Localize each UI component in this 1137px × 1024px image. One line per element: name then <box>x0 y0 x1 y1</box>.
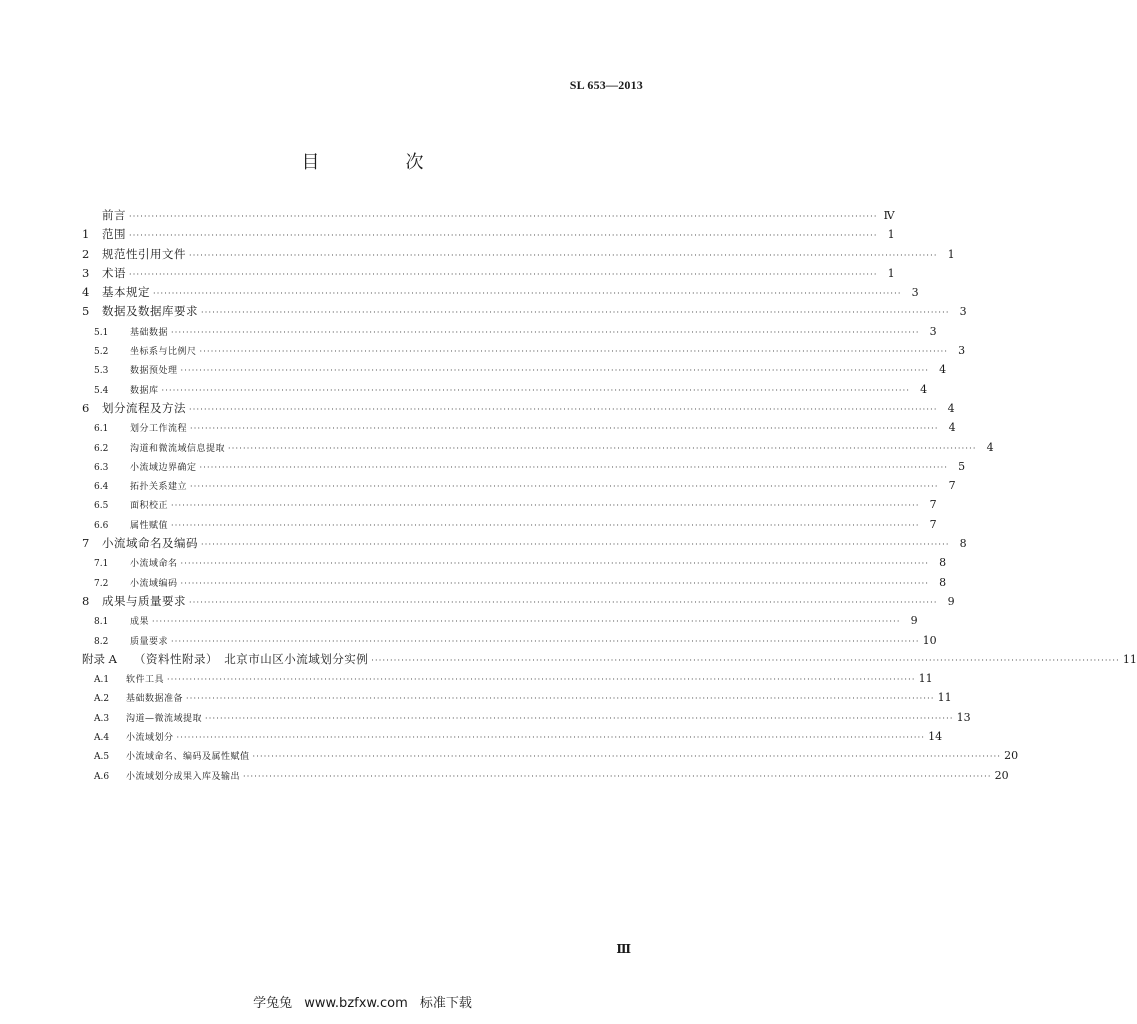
toc-leader-dots: ········································································································································································································ <box>180 578 930 588</box>
toc-entry-page: 1 <box>947 247 955 261</box>
toc-leader-dots: ········································································································································································································ <box>129 269 878 279</box>
page-number: Ⅲ <box>616 942 631 956</box>
toc-entry[interactable] <box>82 495 937 514</box>
toc-entry-page: 7 <box>929 498 937 512</box>
toc-entry-number: 5.4 <box>94 385 109 396</box>
toc-leader-dots: ········································································································································································································ <box>199 347 949 357</box>
toc-entry-number: 5.2 <box>94 347 109 358</box>
toc-entry-label: 基本规定 <box>102 285 150 300</box>
toc-entry-page: 1 <box>887 266 895 280</box>
toc-entry-label: 基础数据 <box>130 327 169 338</box>
toc-entry[interactable] <box>82 264 895 283</box>
toc-leader-dots: ········································································································································································································ <box>171 636 920 646</box>
toc-entry-number: A.1 <box>94 675 110 686</box>
toc-entry[interactable] <box>82 650 1137 669</box>
toc-entry[interactable] <box>82 534 967 553</box>
toc-leader-dots: ········································································································································································································ <box>199 462 949 472</box>
toc-entry-page: 4 <box>939 363 947 377</box>
toc-entry[interactable] <box>82 302 967 321</box>
toc-leader-dots: ········································································································································································································ <box>153 289 902 299</box>
toc-entry-page: 9 <box>947 594 955 608</box>
toc-entry-number: 6 <box>82 400 90 415</box>
toc-leader-dots: ········································································································································································································ <box>171 520 920 530</box>
toc-entry-number: A.4 <box>94 733 110 744</box>
toc-entry-label: （资料性附录） 北京市山区小流域划分实例 <box>134 651 369 666</box>
toc-entry-number: 6.3 <box>94 462 109 473</box>
toc-entry[interactable] <box>82 766 1009 785</box>
toc-entry-page: 13 <box>956 710 971 724</box>
toc-entry-number: 7.1 <box>94 559 109 570</box>
toc-entry-label: 质量要求 <box>130 636 169 647</box>
toc-entry-page: 20 <box>994 768 1009 782</box>
toc-entry-label: 成果与质量要求 <box>102 593 186 608</box>
toc-entry-label: 软件工具 <box>126 675 165 686</box>
toc-leader-dots: ········································································································································································································ <box>190 482 939 492</box>
toc-entry-label: 沟道和微流域信息提取 <box>130 443 226 454</box>
toc-entry-page: 8 <box>939 575 947 589</box>
toc-entry-number: 5 <box>82 304 90 319</box>
toc-entry-label: 沟道—微流域提取 <box>126 713 203 724</box>
toc-entry-page: 3 <box>958 344 966 358</box>
toc-entry-page: 4 <box>986 440 994 454</box>
toc-entry-number: A.6 <box>94 771 110 782</box>
toc-leader-dots: ········································································································································································································ <box>180 366 930 376</box>
page-title: 目 次 <box>301 152 458 173</box>
toc-entry[interactable] <box>82 708 971 727</box>
toc-leader-dots: ········································································································································································································ <box>205 713 954 723</box>
toc-entry[interactable] <box>82 341 966 360</box>
toc-entry-label: 拓扑关系建立 <box>130 482 188 493</box>
toc-leader-dots: ········································································································································································································ <box>171 327 920 337</box>
toc-entry-label: 成果 <box>130 617 150 628</box>
toc-entry-number: 3 <box>82 265 90 280</box>
toc-entry-number: 2 <box>82 246 90 261</box>
toc-leader-dots: ········································································································································································································ <box>243 771 992 781</box>
toc-entry-page: 4 <box>920 382 928 396</box>
toc-leader-dots: ········································································································································································································ <box>186 694 935 704</box>
toc-entry[interactable] <box>82 553 947 572</box>
toc-entry[interactable] <box>82 418 956 437</box>
toc-entry-label: 小流域边界确定 <box>130 462 197 473</box>
toc-entry-number: A.5 <box>94 752 110 763</box>
toc-leader-dots: ········································································································································································································ <box>371 655 1120 665</box>
toc-entry-label: 规范性引用文件 <box>102 246 186 261</box>
toc-entry-page: 11 <box>1122 652 1137 666</box>
toc-entry-label: 划分流程及方法 <box>102 400 186 415</box>
toc-entry-number: 6.5 <box>94 501 109 512</box>
toc-entry-number: 5.1 <box>94 327 109 338</box>
toc-entry-number: 7 <box>82 536 90 551</box>
toc-entry-label: 小流域命名 <box>130 559 178 570</box>
toc-entry[interactable] <box>82 399 955 418</box>
toc-entry-page: 8 <box>939 556 947 570</box>
toc-leader-dots: ········································································································································································································ <box>228 443 977 453</box>
toc-entry-page: 14 <box>928 730 943 744</box>
toc-entry-page: 4 <box>947 401 955 415</box>
toc-entry-page: 3 <box>929 324 937 338</box>
toc-entry-label: 坐标系与比例尺 <box>130 347 197 358</box>
toc-entry[interactable] <box>82 592 955 611</box>
toc-entry-label: 小流域命名、编码及属性赋值 <box>126 752 250 763</box>
toc-entry-number: 5.3 <box>94 366 109 377</box>
toc-entry-label: 前言 <box>102 208 126 222</box>
toc-entry-number: 8.2 <box>94 636 109 647</box>
toc-entry[interactable] <box>82 727 943 746</box>
toc-entry-label: 数据及数据库要求 <box>102 304 198 319</box>
toc-entry[interactable] <box>82 225 895 244</box>
toc-entry[interactable] <box>82 283 919 302</box>
toc-entry[interactable] <box>82 746 1019 765</box>
toc-entry-page: 20 <box>1004 749 1019 763</box>
toc-entry-page: 5 <box>958 459 966 473</box>
standard-code: SL 653—2013 <box>569 78 643 92</box>
toc-entry-number: 7.2 <box>94 578 109 589</box>
toc-entry-number: 4 <box>82 285 90 300</box>
toc-entry-number: A.3 <box>94 713 110 724</box>
toc-entry-page: 9 <box>910 614 918 628</box>
footer-watermark-text: 学兔兔 www.bzfxw.com 标准下载 <box>253 996 472 1011</box>
toc-entry-page: 4 <box>948 421 956 435</box>
toc-entry-page: 1 <box>887 228 895 242</box>
toc-leader-dots: ········································································································································································································ <box>189 250 938 260</box>
toc-entry-label: 数据预处理 <box>130 366 178 377</box>
toc-entry-page: Ⅳ <box>883 209 895 222</box>
toc-entry-page: 10 <box>922 633 937 647</box>
toc-entry-label: 小流域划分 <box>126 733 174 744</box>
toc-entry[interactable] <box>82 611 918 630</box>
toc-entry-label: 划分工作流程 <box>130 424 188 435</box>
toc-entry-page: 11 <box>918 672 933 686</box>
toc-leader-dots: ········································································································································································································ <box>171 501 920 511</box>
toc-entry-label: 范围 <box>102 227 126 242</box>
toc-entry[interactable] <box>82 457 966 476</box>
toc-leader-dots: ········································································································································································································ <box>189 404 938 414</box>
toc-entry[interactable] <box>82 573 947 592</box>
toc-entry-number: 8 <box>82 593 90 608</box>
toc-entry-number: A.2 <box>94 694 110 705</box>
toc-entry-label: 基础数据准备 <box>126 694 184 705</box>
toc-entry-page: 7 <box>948 479 956 493</box>
toc-leader-dots: ········································································································································································································ <box>129 212 878 221</box>
toc-entry[interactable] <box>82 631 937 650</box>
toc-leader-dots: ········································································································································································································ <box>252 752 1002 762</box>
toc-entry-number: 6.2 <box>94 443 109 454</box>
toc-entry[interactable] <box>82 322 937 341</box>
toc-entry-label: 属性赋值 <box>130 520 169 531</box>
toc-entry[interactable] <box>82 245 955 264</box>
toc-entry-page: 3 <box>911 286 919 300</box>
toc-entry-number: 1 <box>82 227 90 242</box>
toc-entry[interactable] <box>82 206 895 225</box>
toc-entry-number: 6.4 <box>94 482 109 493</box>
toc-entry-page: 3 <box>959 305 967 319</box>
toc-leader-dots: ········································································································································································································ <box>201 308 950 318</box>
toc-entry[interactable] <box>82 515 937 534</box>
toc-entry-label: 面积校正 <box>130 501 169 512</box>
toc-entry-number: 6.6 <box>94 520 109 531</box>
toc-entry-label: 术语 <box>102 265 126 280</box>
toc-entry[interactable] <box>82 476 956 495</box>
toc-entry-number: 6.1 <box>94 424 109 435</box>
toc-leader-dots: ········································································································································································································ <box>201 540 950 550</box>
toc-leader-dots: ········································································································································································································ <box>180 559 930 569</box>
toc-leader-dots: ········································································································································································································ <box>167 675 916 685</box>
toc-entry[interactable] <box>82 669 933 688</box>
toc-entry-page: 11 <box>937 691 952 705</box>
toc-entry[interactable] <box>82 360 947 379</box>
toc-leader-dots: ········································································································································································································ <box>189 597 938 607</box>
toc-entry-label: 小流域编码 <box>130 578 178 589</box>
toc-leader-dots: ········································································································································································································ <box>152 617 901 627</box>
toc-entry-label: 数据库 <box>130 385 159 396</box>
toc-entry-label: 小流域命名及编码 <box>102 536 198 551</box>
toc-entry[interactable] <box>82 688 952 707</box>
toc-entry-number: 8.1 <box>94 617 109 628</box>
toc-leader-dots: ········································································································································································································ <box>161 385 911 395</box>
toc-leader-dots: ········································································································································································································ <box>129 231 878 241</box>
toc-entry-page: 8 <box>959 537 967 551</box>
toc-leader-dots: ········································································································································································································ <box>176 733 926 743</box>
toc-entry[interactable] <box>82 380 928 399</box>
toc-leader-dots: ········································································································································································································ <box>190 424 939 434</box>
table-of-contents <box>82 206 1137 785</box>
toc-entry-page: 7 <box>929 517 937 531</box>
toc-entry-number: 附录 A <box>82 651 117 666</box>
toc-entry-label: 小流域划分成果入库及输出 <box>126 771 241 782</box>
toc-entry[interactable] <box>82 438 994 457</box>
